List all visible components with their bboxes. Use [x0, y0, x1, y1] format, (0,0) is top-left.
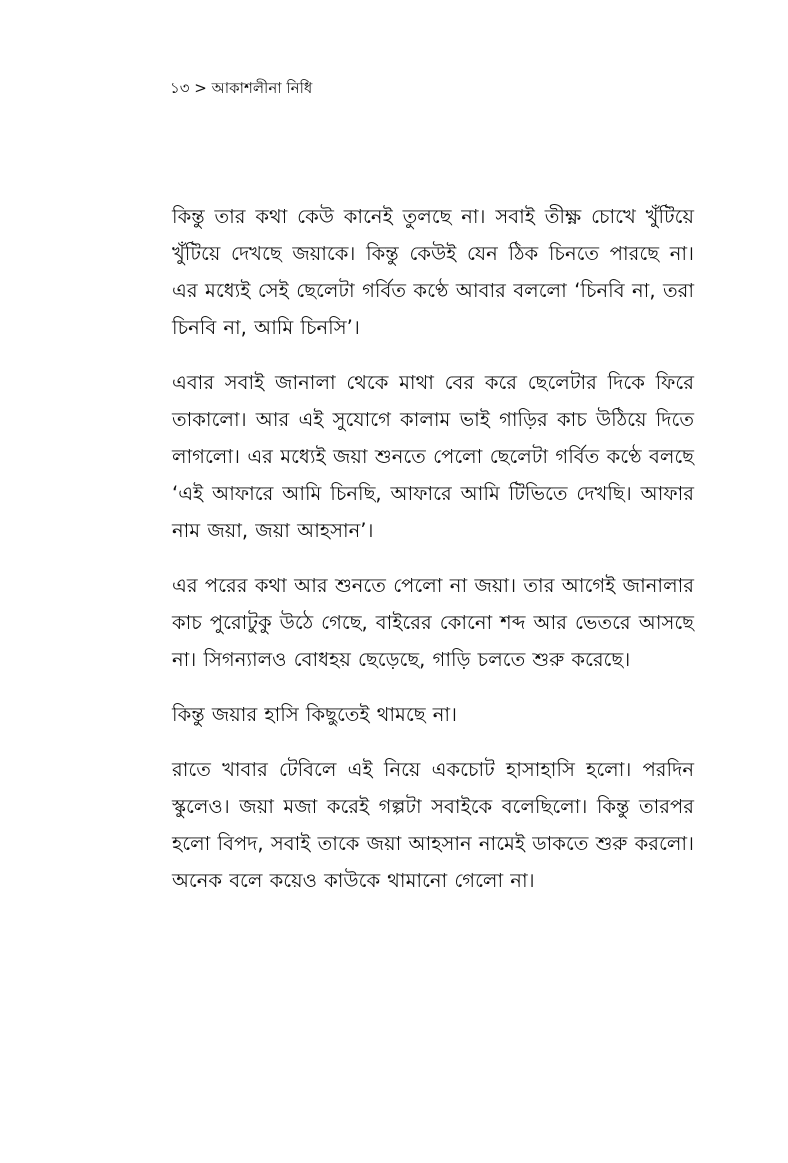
- running-header: [170, 78, 312, 98]
- paragraph-5: রাতে খাবার টেবিলে এই নিয়ে একচোট হাসাহাসি হলো। পরদিন স্কুলেও। জয়া মজা করেই গল্পটা সবাইকে বলেছিলো। কিন্তু তারপর হলো বিপদ, সবাই তাকে জয়া আহসান নামেই ডাকতে শুরু করলো। অনেক বলে কয়েও কাউকে থামানো গেলো না।: [172, 758, 694, 892]
- book-title: আকাশলীনা নিধি: [211, 79, 313, 97]
- page-number: ১৩: [170, 79, 190, 97]
- paragraph-2: এবার সবাই জানালা থেকে মাথা বের করে ছেলেটার দিকে ফিরে তাকালো। আর এই সুযোগে কালাম ভাই গাড়ির কাচ উঠিয়ে দিতে লাগলো। এর মধ্যেই জয়া শুনতে পেলো ছেলেটা গর্বিত কণ্ঠে বলছে ‘এই আফারে আমি চিনছি, আফারে আমি টিভিতে দেখছি। আফার নাম জয়া, জয়া আহসান’।: [172, 371, 694, 542]
- paragraph-4: কিন্তু জয়ার হাসি কিছুতেই থামছে না।: [172, 703, 458, 726]
- paragraph-3: এর পরের কথা আর শুনতে পেলো না জয়া। তার আগেই জানালার কাচ পুরোটুকু উঠে গেছে, বাইরের কোনো শব্দ আর ভেতরে আসছে না। সিগন্যালও বোধহয় ছেড়েছে, গাড়ি চলতে শুরু করেছে।: [172, 574, 694, 671]
- body-text: [172, 198, 694, 917]
- header-separator: >: [194, 79, 207, 97]
- paragraph-1: কিন্তু তার কথা কেউ কানেই তুলছে না। সবাই তীক্ষ্ণ চোখে খুঁটিয়ে খুঁটিয়ে দেখছে জয়াকে। কিন্তু কেউই যেন ঠিক চিনতে পারছে না। এর মধ্যেই সেই ছেলেটা গর্বিত কণ্ঠে আবার বললো ‘চিনবি না, তরা চিনবি না, আমি চিনসি’।: [172, 205, 694, 339]
